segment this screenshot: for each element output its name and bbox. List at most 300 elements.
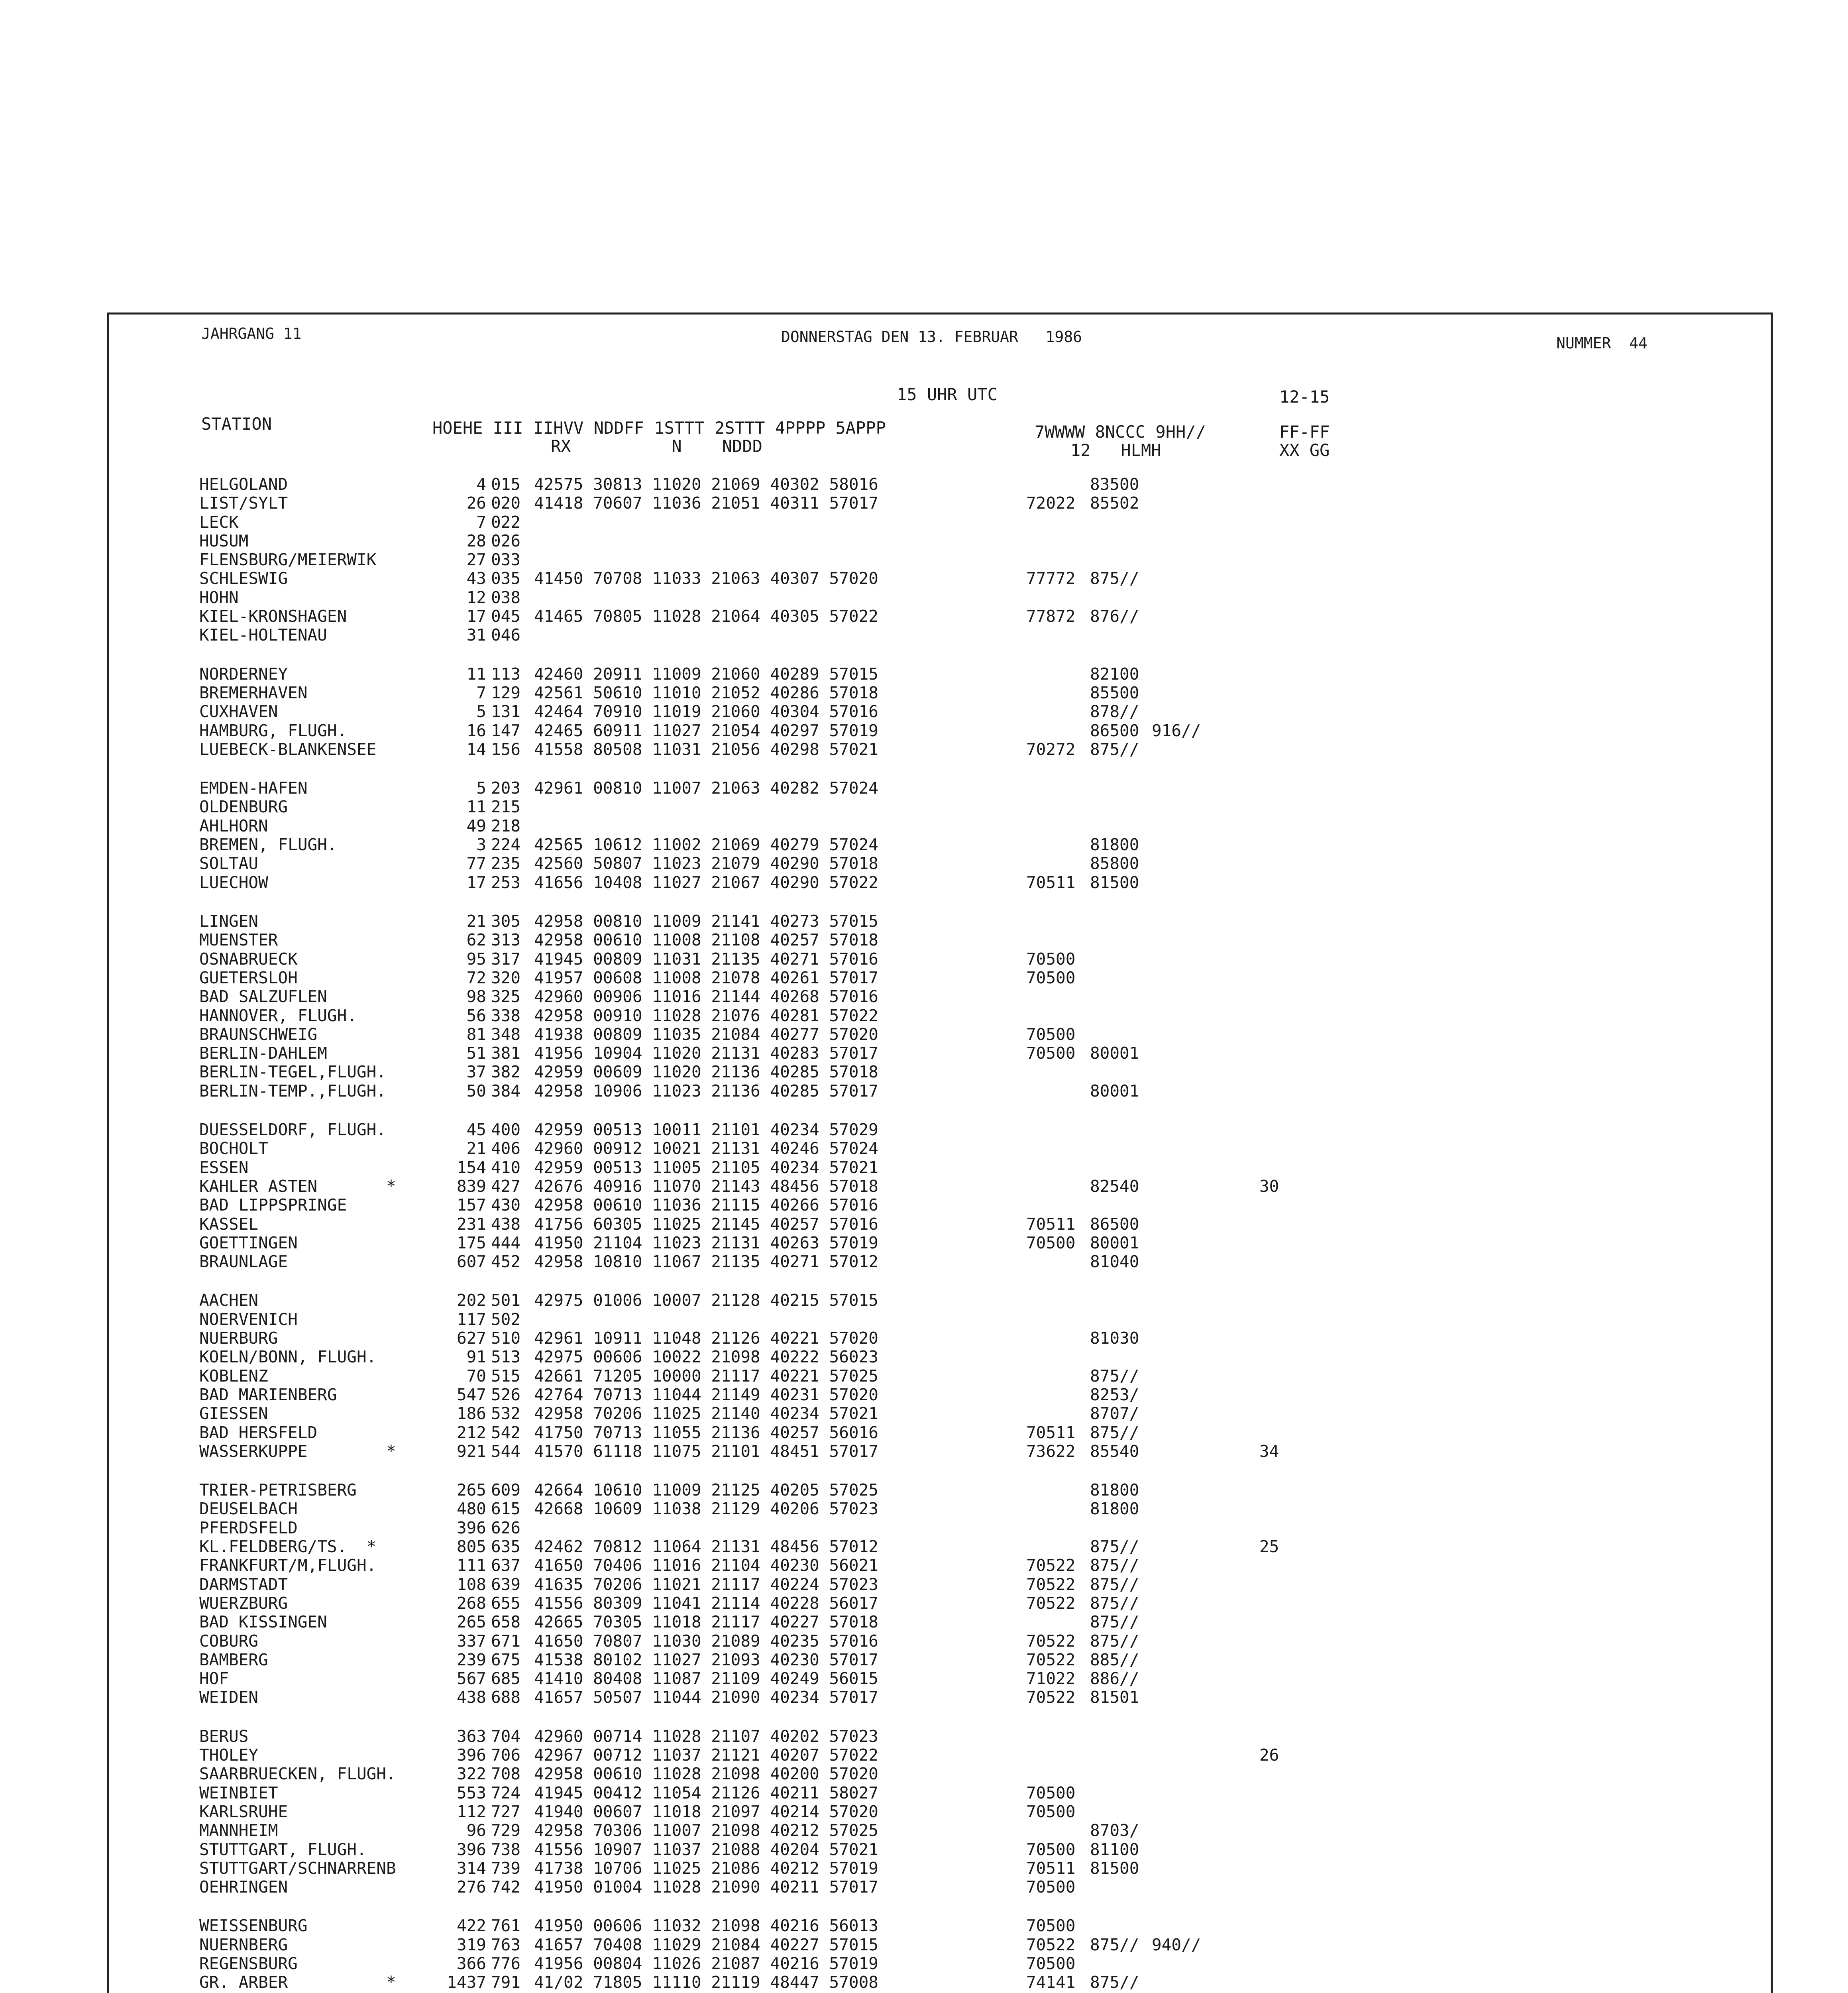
cell-name: BERLIN-DAHLEM <box>199 1044 327 1063</box>
cell-w: 77772 <box>1026 569 1076 588</box>
cell-n: 81040 <box>1090 1252 1139 1271</box>
table-row <box>0 1632 1355 1651</box>
table-row <box>0 702 1355 721</box>
table-row <box>0 779 1355 798</box>
table-row <box>0 1158 1355 1177</box>
cell-iii: 224 <box>491 835 521 854</box>
cell-name: BRAUNLAGE <box>199 1252 288 1271</box>
cell-v: 41558 80508 11031 21056 40298 57021 <box>534 740 878 759</box>
cell-v: 42565 10612 11002 21069 40279 57024 <box>534 835 878 854</box>
table-row <box>0 721 1355 740</box>
cell-name: KOBLENZ <box>199 1366 268 1386</box>
jahrgang-label: JAHRGANG 11 <box>201 325 302 342</box>
cell-name: KIEL-KRONSHAGEN <box>199 607 347 626</box>
cell-iii: 406 <box>491 1139 521 1158</box>
table-row <box>0 1404 1355 1423</box>
cell-h: 839 <box>456 1177 486 1196</box>
cell-h: 96 <box>466 1821 486 1840</box>
cell-v: 42676 40916 11070 21143 48456 57018 <box>534 1177 878 1196</box>
station-header: STATION <box>201 414 272 434</box>
table-row <box>0 532 1355 550</box>
table-row <box>0 1878 1355 1897</box>
table-row <box>0 1936 1355 1954</box>
cell-name: KL.FELDBERG/TS. * <box>199 1537 377 1556</box>
cell-v: 42668 10609 11038 21129 40206 57023 <box>534 1499 878 1518</box>
cell-h: 108 <box>456 1575 486 1594</box>
cell-iii: 022 <box>491 513 521 532</box>
cell-h: 111 <box>456 1556 486 1575</box>
cell-v: 41650 70807 11030 21089 40235 57016 <box>534 1631 878 1651</box>
cell-iii: 253 <box>491 873 521 892</box>
cell-v: 41657 70408 11029 21084 40227 57015 <box>534 1935 878 1954</box>
table-row <box>0 1802 1355 1821</box>
cell-x: 940// <box>1152 1935 1201 1954</box>
table-row <box>0 1177 1355 1196</box>
cell-h: 265 <box>456 1480 486 1500</box>
cell-h: 268 <box>456 1594 486 1613</box>
table-row <box>0 588 1355 607</box>
cell-iii: 444 <box>491 1233 521 1252</box>
table-row <box>0 1025 1355 1044</box>
cell-name: REGENSBURG <box>199 1954 298 1973</box>
cell-name: PFERDSFELD <box>199 1518 298 1537</box>
cell-v: 41418 70607 11036 21051 40311 57017 <box>534 493 878 513</box>
cell-iii: 513 <box>491 1347 521 1366</box>
cell-iii: 026 <box>491 531 521 550</box>
table-row <box>0 1442 1355 1461</box>
cell-name: FLENSBURG/MEIERWIK <box>199 550 377 569</box>
cell-h: 175 <box>456 1233 486 1252</box>
cell-n: 875// <box>1090 569 1139 588</box>
table-row <box>0 607 1355 626</box>
cell-h: 43 <box>466 569 486 588</box>
cell-h: 231 <box>456 1215 486 1234</box>
cell-w: 70522 <box>1026 1650 1076 1669</box>
cell-v: 42958 10906 11023 21136 40285 57017 <box>534 1081 878 1101</box>
cell-v: 42665 70305 11018 21117 40227 57018 <box>534 1612 878 1631</box>
cell-n: 85540 <box>1090 1442 1139 1461</box>
cell-n: 86500 <box>1090 721 1139 740</box>
cell-v: 41650 70406 11016 21104 40230 56021 <box>534 1556 878 1575</box>
cell-v: 41945 00809 11031 21135 40271 57016 <box>534 949 878 969</box>
cell-name: NUERNBERG <box>199 1935 288 1954</box>
cell-h: 480 <box>456 1499 486 1518</box>
cell-w: 70500 <box>1026 1044 1076 1063</box>
cell-name: DARMSTADT <box>199 1575 288 1594</box>
cell-iii: 706 <box>491 1745 521 1765</box>
cell-ff: 30 <box>1259 1177 1279 1196</box>
cell-w: 70522 <box>1026 1935 1076 1954</box>
cell-iii: 532 <box>491 1404 521 1423</box>
table-row <box>0 1613 1355 1631</box>
cell-v: 42975 01006 10007 21128 40215 57015 <box>534 1291 878 1310</box>
table-row <box>0 1367 1355 1386</box>
cell-v: 42462 70812 11064 21131 48456 57012 <box>534 1537 878 1556</box>
cell-w: 70500 <box>1026 949 1076 969</box>
cell-name: BERLIN-TEGEL,FLUGH. <box>199 1062 386 1081</box>
cell-name: THOLEY <box>199 1745 259 1765</box>
table-row <box>0 1139 1355 1158</box>
table-row <box>0 1537 1355 1556</box>
cell-name: WEISSENBURG <box>199 1916 308 1935</box>
cell-v: 42664 10610 11009 21125 40205 57025 <box>534 1480 878 1500</box>
cell-v: 41556 80309 11041 21114 40228 56017 <box>534 1594 878 1613</box>
table-row <box>0 1821 1355 1840</box>
cell-name: KIEL-HOLTENAU <box>199 625 327 645</box>
cell-v: 41657 50507 11044 21090 40234 57017 <box>534 1688 878 1707</box>
cell-iii: 526 <box>491 1385 521 1404</box>
cell-name: MANNHEIM <box>199 1821 278 1840</box>
cell-name: SOLTAU <box>199 854 259 873</box>
cell-name: DEUSELBACH <box>199 1499 298 1518</box>
cell-iii: 384 <box>491 1081 521 1101</box>
cell-iii: 430 <box>491 1195 521 1215</box>
cell-name: BERUS <box>199 1727 249 1746</box>
table-row <box>0 1859 1355 1878</box>
table-row <box>0 798 1355 816</box>
cell-name: KOELN/BONN, FLUGH. <box>199 1347 377 1366</box>
cell-v: 41738 10706 11025 21086 40212 57019 <box>534 1859 878 1878</box>
cell-v: 41410 80408 11087 21109 40249 56015 <box>534 1669 878 1688</box>
cell-name: LUECHOW <box>199 873 268 892</box>
cell-n: 875// <box>1090 1575 1139 1594</box>
table-row <box>0 1973 1355 1992</box>
cell-iii: 609 <box>491 1480 521 1500</box>
cell-iii: 033 <box>491 550 521 569</box>
cell-v: 42958 70206 11025 21140 40234 57021 <box>534 1404 878 1423</box>
cell-h: 553 <box>456 1783 486 1802</box>
cell-iii: 046 <box>491 625 521 645</box>
cell-iii: 438 <box>491 1215 521 1234</box>
table-row <box>0 1669 1355 1688</box>
cell-name: CUXHAVEN <box>199 702 278 721</box>
cell-name: HOF <box>199 1669 229 1688</box>
cell-h: 276 <box>456 1877 486 1897</box>
cell-h: 28 <box>466 531 486 550</box>
cell-h: 12 <box>466 588 486 607</box>
cell-v: 42460 20911 11009 21060 40289 57015 <box>534 664 878 684</box>
cell-n: 81800 <box>1090 1499 1139 1518</box>
cell-h: 16 <box>466 721 486 740</box>
cell-h: 607 <box>456 1252 486 1271</box>
group7-header: 7WWWW 8NCCC 9HH// <box>1035 422 1206 442</box>
table-row <box>0 1575 1355 1594</box>
cell-n: 81800 <box>1090 1480 1139 1500</box>
cell-h: 265 <box>456 1612 486 1631</box>
cell-h: 56 <box>466 1006 486 1025</box>
date-label: DONNERSTAG DEN 13. FEBRUAR 1986 <box>781 328 1082 346</box>
cell-name: BREMEN, FLUGH. <box>199 835 337 854</box>
cell-n: 875// <box>1090 1631 1139 1651</box>
cell-v: 42661 71205 10000 21117 40221 57025 <box>534 1366 878 1386</box>
cell-name: HUSUM <box>199 531 249 550</box>
table-row <box>0 1234 1355 1252</box>
cell-v: 41450 70708 11033 21063 40307 57020 <box>534 569 878 588</box>
cell-h: 322 <box>456 1764 486 1783</box>
cell-iii: 675 <box>491 1650 521 1669</box>
cell-n: 875// <box>1090 1423 1139 1442</box>
cell-h: 212 <box>456 1423 486 1442</box>
cell-name: HELGOLAND <box>199 475 288 494</box>
cell-v: 41957 00608 11008 21078 40261 57017 <box>534 968 878 987</box>
cell-name: AACHEN <box>199 1291 259 1310</box>
code-header-1: HOEHE III IIHVV NDDFF 1STTT 2STTT 4PPPP 5APPP <box>432 418 886 438</box>
cell-iii: 761 <box>491 1916 521 1935</box>
cell-iii: 317 <box>491 949 521 969</box>
cell-iii: 325 <box>491 987 521 1006</box>
cell-w: 70500 <box>1026 1877 1076 1897</box>
cell-h: 117 <box>456 1310 486 1329</box>
cell-w: 70500 <box>1026 1916 1076 1935</box>
table-row <box>0 987 1355 1006</box>
cell-w: 70511 <box>1026 1859 1076 1878</box>
cell-iii: 671 <box>491 1631 521 1651</box>
cell-iii: 045 <box>491 607 521 626</box>
cell-w: 71022 <box>1026 1669 1076 1688</box>
cell-h: 422 <box>456 1916 486 1935</box>
cell-v: 41950 01004 11028 21090 40211 57017 <box>534 1877 878 1897</box>
cell-name: SAARBRUECKEN, FLUGH. <box>199 1764 396 1783</box>
cell-name: BAD SALZUFLEN <box>199 987 327 1006</box>
group7-subheader: 12 HLMH <box>1070 440 1161 460</box>
cell-w: 74141 <box>1026 1973 1076 1992</box>
cell-w: 70500 <box>1026 968 1076 987</box>
cell-v: 41945 00412 11054 21126 40211 58027 <box>534 1783 878 1802</box>
cell-n: 875// <box>1090 1612 1139 1631</box>
cell-h: 37 <box>466 1062 486 1081</box>
cell-iii: 338 <box>491 1006 521 1025</box>
cell-w: 70500 <box>1026 1783 1076 1802</box>
table-row <box>0 1840 1355 1859</box>
cell-n: 81030 <box>1090 1329 1139 1348</box>
table-row <box>0 1954 1355 1973</box>
cell-n: 8707/ <box>1090 1404 1139 1423</box>
cell-n: 80001 <box>1090 1081 1139 1101</box>
cell-name: NOERVENICH <box>199 1310 298 1329</box>
cell-v: 42958 70306 11007 21098 40212 57025 <box>534 1821 878 1840</box>
cell-w: 70522 <box>1026 1631 1076 1651</box>
cell-v: 41950 00606 11032 21098 40216 56013 <box>534 1916 878 1935</box>
table-row <box>0 1651 1355 1669</box>
cell-v: 41756 60305 11025 21145 40257 57016 <box>534 1215 878 1234</box>
cell-iii: 729 <box>491 1821 521 1840</box>
cell-n: 875// <box>1090 740 1139 759</box>
cell-n: 80001 <box>1090 1233 1139 1252</box>
cell-name: BREMERHAVEN <box>199 683 308 702</box>
table-row <box>0 1784 1355 1802</box>
cell-h: 51 <box>466 1044 486 1063</box>
cell-h: 319 <box>456 1935 486 1954</box>
cell-iii: 427 <box>491 1177 521 1196</box>
table-row <box>0 1594 1355 1613</box>
cell-v: 42958 00610 11008 21108 40257 57018 <box>534 930 878 949</box>
cell-w: 70522 <box>1026 1594 1076 1613</box>
cell-name: LUEBECK-BLANKENSEE <box>199 740 377 759</box>
table-row <box>0 1481 1355 1500</box>
cell-iii: 515 <box>491 1366 521 1386</box>
cell-iii: 235 <box>491 854 521 873</box>
cell-w: 70522 <box>1026 1575 1076 1594</box>
cell-iii: 320 <box>491 968 521 987</box>
cell-name: SCHLESWIG <box>199 569 288 588</box>
cell-h: 98 <box>466 987 486 1006</box>
cell-n: 85500 <box>1090 683 1139 702</box>
cell-h: 7 <box>476 683 486 702</box>
cell-iii: 708 <box>491 1764 521 1783</box>
cell-iii: 501 <box>491 1291 521 1310</box>
table-row <box>0 1916 1355 1935</box>
cell-h: 72 <box>466 968 486 987</box>
cell-v: 42960 00714 11028 21107 40202 57023 <box>534 1727 878 1746</box>
cell-h: 567 <box>456 1669 486 1688</box>
cell-n: 83500 <box>1090 475 1139 494</box>
cell-n: 81500 <box>1090 873 1139 892</box>
cell-h: 1437 <box>447 1973 486 1992</box>
cell-w: 70272 <box>1026 740 1076 759</box>
cell-h: 17 <box>466 607 486 626</box>
cell-n: 878// <box>1090 702 1139 721</box>
cell-v: 41938 00809 11035 21084 40277 57020 <box>534 1025 878 1044</box>
cell-v: 42560 50807 11023 21079 40290 57018 <box>534 854 878 873</box>
cell-name: AHLHORN <box>199 816 268 835</box>
table-row <box>0 1082 1355 1101</box>
cell-v: 42960 00906 11016 21144 40268 57016 <box>534 987 878 1006</box>
cell-h: 11 <box>466 664 486 684</box>
cell-name: DUESSELDORF, FLUGH. <box>199 1120 386 1139</box>
cell-name: BAD KISSINGEN <box>199 1612 327 1631</box>
cell-v: 42958 00810 11009 21141 40273 57015 <box>534 912 878 931</box>
cell-iii: 688 <box>491 1688 521 1707</box>
cell-name: BRAUNSCHWEIG <box>199 1025 318 1044</box>
cell-iii: 637 <box>491 1556 521 1575</box>
cell-v: 41538 80102 11027 21093 40230 57017 <box>534 1650 878 1669</box>
cell-iii: 542 <box>491 1423 521 1442</box>
cell-iii: 742 <box>491 1877 521 1897</box>
cell-iii: 400 <box>491 1120 521 1139</box>
cell-iii: 218 <box>491 816 521 835</box>
cell-h: 363 <box>456 1727 486 1746</box>
cell-w: 70511 <box>1026 1215 1076 1234</box>
cell-n: 875// <box>1090 1556 1139 1575</box>
cell-h: 50 <box>466 1081 486 1101</box>
cell-name: KAHLER ASTEN * <box>199 1177 396 1196</box>
cell-iii: 305 <box>491 912 521 931</box>
cell-h: 202 <box>456 1291 486 1310</box>
cell-name: KARLSRUHE <box>199 1802 288 1821</box>
cell-w: 77872 <box>1026 607 1076 626</box>
observation-time: 15 UHR UTC <box>897 385 998 404</box>
cell-iii: 131 <box>491 702 521 721</box>
cell-name: STUTTGART, FLUGH. <box>199 1840 367 1859</box>
cell-h: 70 <box>466 1366 486 1386</box>
cell-n: 8253/ <box>1090 1385 1139 1404</box>
cell-name: GOETTINGEN <box>199 1233 298 1252</box>
code-header-2: RX N NDDD <box>551 436 763 456</box>
cell-n: 82100 <box>1090 664 1139 684</box>
table-row <box>0 1291 1355 1310</box>
cell-v: 42959 00609 11020 21136 40285 57018 <box>534 1062 878 1081</box>
cell-iii: 655 <box>491 1594 521 1613</box>
cell-iii: 015 <box>491 475 521 494</box>
cell-w: 70500 <box>1026 1954 1076 1973</box>
table-row <box>0 1215 1355 1234</box>
table-row <box>0 969 1355 987</box>
cell-name: HOHN <box>199 588 239 607</box>
table-row <box>0 1196 1355 1215</box>
cell-v: 42958 00610 11028 21098 40200 57020 <box>534 1764 878 1783</box>
table-row <box>0 1329 1355 1348</box>
cell-iii: 020 <box>491 493 521 513</box>
cell-n: 80001 <box>1090 1044 1139 1063</box>
cell-v: 42464 70910 11019 21060 40304 57016 <box>534 702 878 721</box>
cell-v: 42960 00912 10021 21131 40246 57024 <box>534 1139 878 1158</box>
cell-name: COBURG <box>199 1631 259 1651</box>
cell-h: 154 <box>456 1158 486 1177</box>
cell-h: 95 <box>466 949 486 969</box>
table-row <box>0 1727 1355 1746</box>
cell-h: 45 <box>466 1120 486 1139</box>
cell-h: 7 <box>476 513 486 532</box>
cell-name: GIESSEN <box>199 1404 268 1423</box>
cell-iii: 544 <box>491 1442 521 1461</box>
cell-n: 886// <box>1090 1669 1139 1688</box>
cell-n: 85800 <box>1090 854 1139 873</box>
cell-v: 42959 00513 10011 21101 40234 57029 <box>534 1120 878 1139</box>
cell-n: 875// <box>1090 1537 1139 1556</box>
cell-n: 81800 <box>1090 835 1139 854</box>
table-row <box>0 1500 1355 1518</box>
cell-v: 42967 00712 11037 21121 40207 57022 <box>534 1745 878 1765</box>
cell-ff: 26 <box>1259 1745 1279 1765</box>
cell-v: 41956 10904 11020 21131 40283 57017 <box>534 1044 878 1063</box>
cell-v: 41956 00804 11026 21087 40216 57019 <box>534 1954 878 1973</box>
cell-iii: 113 <box>491 664 521 684</box>
cell-v: 41465 70805 11028 21064 40305 57022 <box>534 607 878 626</box>
cell-iii: 129 <box>491 683 521 702</box>
cell-h: 27 <box>466 550 486 569</box>
cell-h: 921 <box>456 1442 486 1461</box>
cell-w: 70500 <box>1026 1802 1076 1821</box>
table-row <box>0 1556 1355 1575</box>
cell-iii: 763 <box>491 1935 521 1954</box>
table-row <box>0 1348 1355 1366</box>
cell-n: 875// <box>1090 1366 1139 1386</box>
cell-iii: 724 <box>491 1783 521 1802</box>
cell-name: BAD MARIENBERG <box>199 1385 337 1404</box>
cell-v: 42764 70713 11044 21149 40231 57020 <box>534 1385 878 1404</box>
cell-iii: 639 <box>491 1575 521 1594</box>
cell-iii: 382 <box>491 1062 521 1081</box>
cell-name: BAD LIPPSPRINGE <box>199 1195 347 1215</box>
table-row <box>0 1252 1355 1271</box>
cell-w: 70511 <box>1026 873 1076 892</box>
cell-w: 73622 <box>1026 1442 1076 1461</box>
cell-h: 14 <box>466 740 486 759</box>
cell-iii: 658 <box>491 1612 521 1631</box>
cell-h: 627 <box>456 1329 486 1348</box>
cell-iii: 615 <box>491 1499 521 1518</box>
cell-iii: 635 <box>491 1537 521 1556</box>
cell-h: 366 <box>456 1954 486 1973</box>
cell-v: 42465 60911 11027 21054 40297 57019 <box>534 721 878 740</box>
cell-iii: 215 <box>491 797 521 816</box>
cell-name: HANNOVER, FLUGH. <box>199 1006 357 1025</box>
table-row <box>0 912 1355 931</box>
cell-w: 70522 <box>1026 1688 1076 1707</box>
cell-iii: 381 <box>491 1044 521 1063</box>
cell-iii: 776 <box>491 1954 521 1973</box>
cell-n: 8703/ <box>1090 1821 1139 1840</box>
